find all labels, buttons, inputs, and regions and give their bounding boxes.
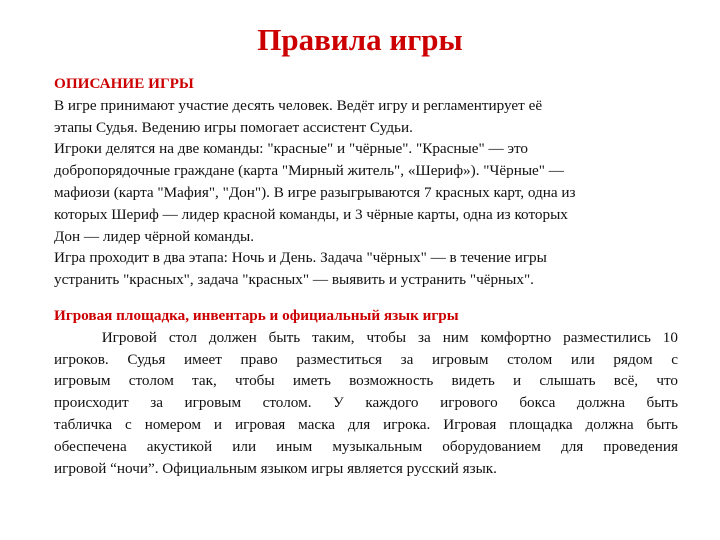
paragraph-line: игровым столом так, чтобы иметь возможность видеть и слышать всё, что [54,372,678,390]
paragraph-line: обеспечена акустикой или иным музыкальным оборудованием для проведения [54,437,678,455]
paragraph-line: Игроки делятся на две команды: "красные" и "чёрные". "Красные" — это [54,140,529,158]
paragraph-line: табличка с номером и игровая маска для игрока. Игровая площадка должна быть [54,415,678,433]
paragraph-line: игроков. Судья имеет право разместиться за игровым столом или рядом с [54,350,678,368]
paragraph-line: этапы Судья. Ведению игры помогает ассистент Судьи. [54,118,413,136]
paragraph-line: устранить "красных", задача "красных" — выявить и устранить "чёрных". [54,271,534,289]
paragraph-line: игровой “ночи”. Официальным языком игры является русский язык. [54,459,497,477]
paragraph-line: добропорядочные граждане (карта "Мирный житель", «Шериф»). "Чёрные" — [54,162,564,180]
slide-title: Правила игры [257,22,463,57]
section-heading-description: ОПИСАНИЕ ИГРЫ [54,75,194,92]
paragraph-line: В игре принимают участие десять человек. Ведёт игру и регламентирует её [54,96,543,114]
paragraph-line: Дон — лидер чёрной команды. [54,227,255,245]
section-heading-venue: Игровая площадка, инвентарь и официальный язык игры [54,306,459,324]
section-gap [54,291,678,305]
paragraph-line: мафиози (карта "Мафия", "Дон"). В игре разыгрываются 7 красных карт, одна из [54,183,576,201]
paragraph-line: происходит за игровым столом. У каждого игрового бокса должна быть [54,394,678,412]
content-area [54,73,678,479]
paragraph-line: Игра проходит в два этапа: Ночь и День. Задача "чёрных" — в течение игры [54,249,547,267]
paragraph-line: которых Шериф — лидер красной команды, и 3 чёрные карты, одна из которых [54,205,568,223]
paragraph-line: Игровой стол должен быть таким, чтобы за ним комфортно разместились 10 [54,328,678,346]
